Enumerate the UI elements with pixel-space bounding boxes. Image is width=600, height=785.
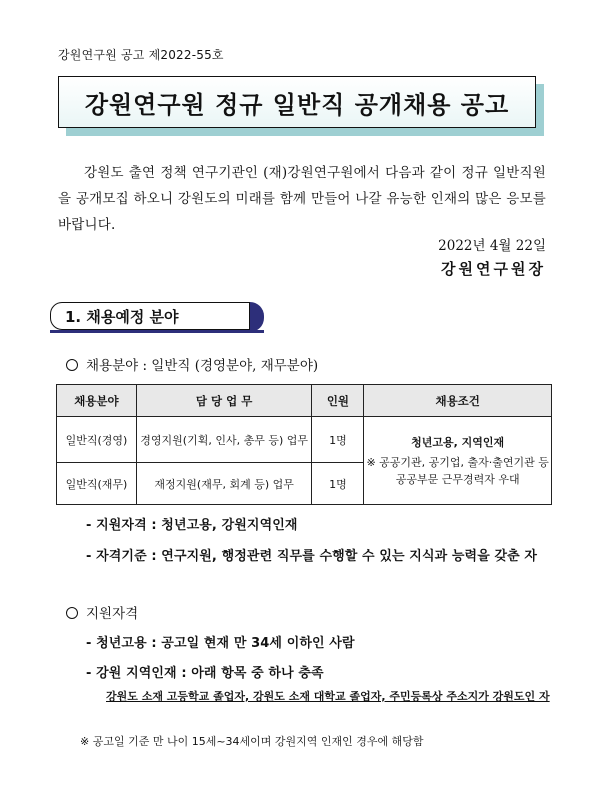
intro-paragraph: 강원도 출연 정책 연구기관인 (재)강원연구원에서 다음과 같이 정규 일반직원을 공개모집 하오니 강원도의 미래를 함께 만들어 나갈 유능한 인재의 많은 응모를 바랍니다.	[58, 165, 546, 233]
bullet-standard: - 자격기준 : 연구지원, 행정관련 직무를 수행할 수 있는 지식과 능력을 갖춘 자	[86, 549, 538, 564]
section-heading-label: 1. 채용예정 분야	[50, 302, 250, 330]
page-title: 강원연구원 정규 일반직 공개채용 공고	[58, 76, 536, 128]
local-talent-conditions: 강원도 소재 고등학교 졸업자, 강원도 소재 대학교 졸업자, 주민등록상 주소지가 강원도인 자	[106, 690, 550, 703]
circle-bullet-icon	[66, 359, 78, 371]
cell-field: 일반직(재무)	[57, 463, 137, 505]
col-header-duty: 담 당 업 무	[136, 385, 312, 417]
recruit-field-line	[66, 354, 318, 374]
bullet-youth: - 청년고용 : 공고일 현재 만 34세 이하인 사람	[86, 636, 355, 651]
notice-date: 2022년 4월 22일	[438, 238, 546, 254]
notice-number: 강원연구원 공고 제2022-55호	[58, 48, 224, 62]
bullet-local-talent: - 강원 지역인재 : 아래 항목 중 하나 충족	[86, 666, 324, 681]
cell-count: 1명	[312, 417, 364, 463]
col-header-condition: 채용조건	[364, 385, 552, 417]
col-header-field: 채용분야	[57, 385, 137, 417]
cell-field: 일반직(경영)	[57, 417, 137, 463]
col-header-count: 인원	[312, 385, 364, 417]
bullet-eligibility: - 지원자격 : 청년고용, 강원지역인재	[86, 518, 298, 533]
qualification-heading-text: 지원자격	[86, 606, 139, 622]
recruitment-table	[56, 384, 552, 505]
condition-note: ※ 공공기관, 공기업, 출자·출연기관 등	[366, 455, 549, 469]
signer-name: 강원연구원장	[441, 260, 546, 278]
table-header-row	[57, 385, 552, 417]
condition-note: 공공부문 근무경력자 우대	[395, 472, 520, 486]
footnote: ※ 공고일 기준 만 나이 15세~34세이며 강원지역 인재인 경우에 해당함	[80, 735, 424, 748]
cell-duty: 재정지원(재무, 회계 등) 업무	[136, 463, 312, 505]
cell-count: 1명	[312, 463, 364, 505]
title-banner	[58, 76, 544, 136]
cell-duty: 경영지원(기획, 인사, 총무 등) 업무	[136, 417, 312, 463]
section-underline	[50, 330, 264, 333]
qualification-heading	[66, 602, 138, 622]
table-row	[57, 417, 552, 463]
section-heading-recruitment	[50, 302, 265, 332]
cell-condition	[364, 417, 552, 505]
circle-bullet-icon	[66, 607, 78, 619]
condition-title: 청년고용, 지역인재	[411, 435, 505, 449]
recruit-field-text: 채용분야 : 일반직 (경영분야, 재무분야)	[86, 358, 319, 374]
